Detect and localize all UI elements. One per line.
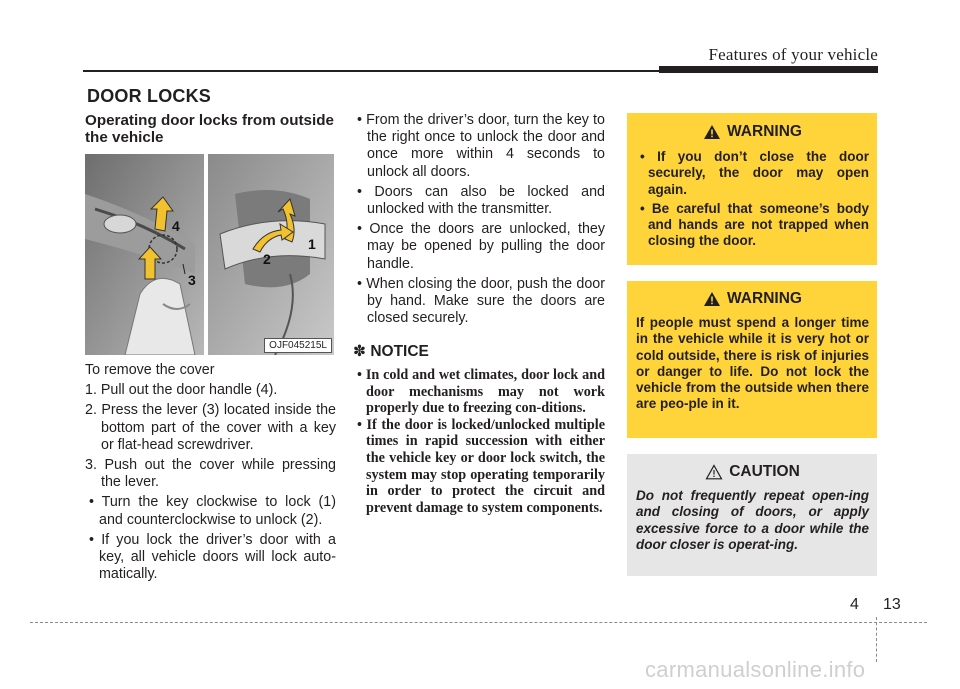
subsection-heading: Operating door locks from outside the vehicle (85, 112, 334, 146)
warning-triangle-icon (703, 124, 721, 140)
caution-triangle-icon (705, 464, 723, 480)
header-rule (83, 70, 661, 72)
running-head: Features of your vehicle (708, 45, 878, 64)
bullet-item: • Doors can also be locked and unlocked with the transmitter. (357, 183, 605, 218)
watermark: carmanualsonline.info (645, 657, 866, 682)
warning-box (627, 281, 877, 438)
bullet-item: • If you lock the driver’s door with a key, all vehicle doors will lock auto-matically. (89, 531, 337, 583)
svg-text:4: 4 (172, 218, 180, 234)
caution-box (627, 454, 877, 576)
chapter-number: 4 (850, 596, 859, 613)
warning-item: • If you don’t close the door securely, the door may open again. (640, 149, 869, 197)
warning-title: WARNING (636, 290, 869, 308)
page-number: 13 (883, 596, 901, 613)
step-item: 3. Push out the cover while pressing the lever. (85, 457, 336, 491)
warning-triangle-icon (703, 291, 721, 307)
step-item: 1. Pull out the door handle (4). (85, 382, 278, 399)
intro-text: To remove the cover (85, 362, 215, 378)
svg-text:2: 2 (263, 251, 271, 267)
warning-title: WARNING (636, 123, 869, 141)
bullet-item: • When closing the door, push the door by hand. Make sure the doors are closed securely. (357, 275, 605, 327)
page-number-divider (876, 617, 877, 662)
bullet-item: • Turn the key clockwise to lock (1) and counterclockwise to unlock (2). (89, 494, 336, 528)
section-title: DOOR LOCKS (87, 86, 212, 106)
svg-text:1: 1 (308, 236, 316, 252)
warning-text: If people must spend a longer time in the vehicle while it is very hot or cold outside, there is risk of injuries or danger to life. Do not lock the vehicle from the outside when there are peo-ple in it. (636, 315, 869, 412)
warning-item: • Be careful that someone’s body and hands are not trapped when closing the door. (640, 200, 869, 249)
bullet-item: • From the driver’s door, turn the key to the right once to unlock the door and once more within 4 seconds to unlock all doors. (357, 112, 605, 180)
notice-mark-icon: ✽ (353, 343, 366, 360)
footer-rule (30, 622, 927, 623)
door-handle-figure (85, 154, 334, 355)
notice-heading: ✽ NOTICE (353, 343, 429, 360)
caution-text: Do not frequently repeat open-ing and closing of doors, or apply excessive force to a door while the door closer is operat-ing. (636, 488, 869, 552)
notice-item: • In cold and wet climates, door lock and door mechanisms may not work properly due to freezing con-ditions. (357, 367, 605, 417)
step-item: 2. Press the lever (3) located inside the bottom part of the cover with a key or flat-head screwdriver. (85, 402, 336, 453)
figure-code: OJF045215L (264, 338, 332, 353)
warning-box (627, 113, 877, 265)
caution-title: CAUTION (636, 463, 869, 481)
notice-item: • If the door is locked/unlocked multiple times in rapid succession with either the vehicle key or door lock switch, the system may stop operating temporarily in order to protect the circuit and prevent damage to system components. (357, 416, 606, 516)
header-rule-accent (659, 66, 878, 73)
svg-text:3: 3 (188, 272, 196, 288)
door-handle-illustration (85, 154, 334, 355)
bullet-item: • Once the doors are unlocked, they may be opened by pulling the door handle. (357, 221, 605, 272)
